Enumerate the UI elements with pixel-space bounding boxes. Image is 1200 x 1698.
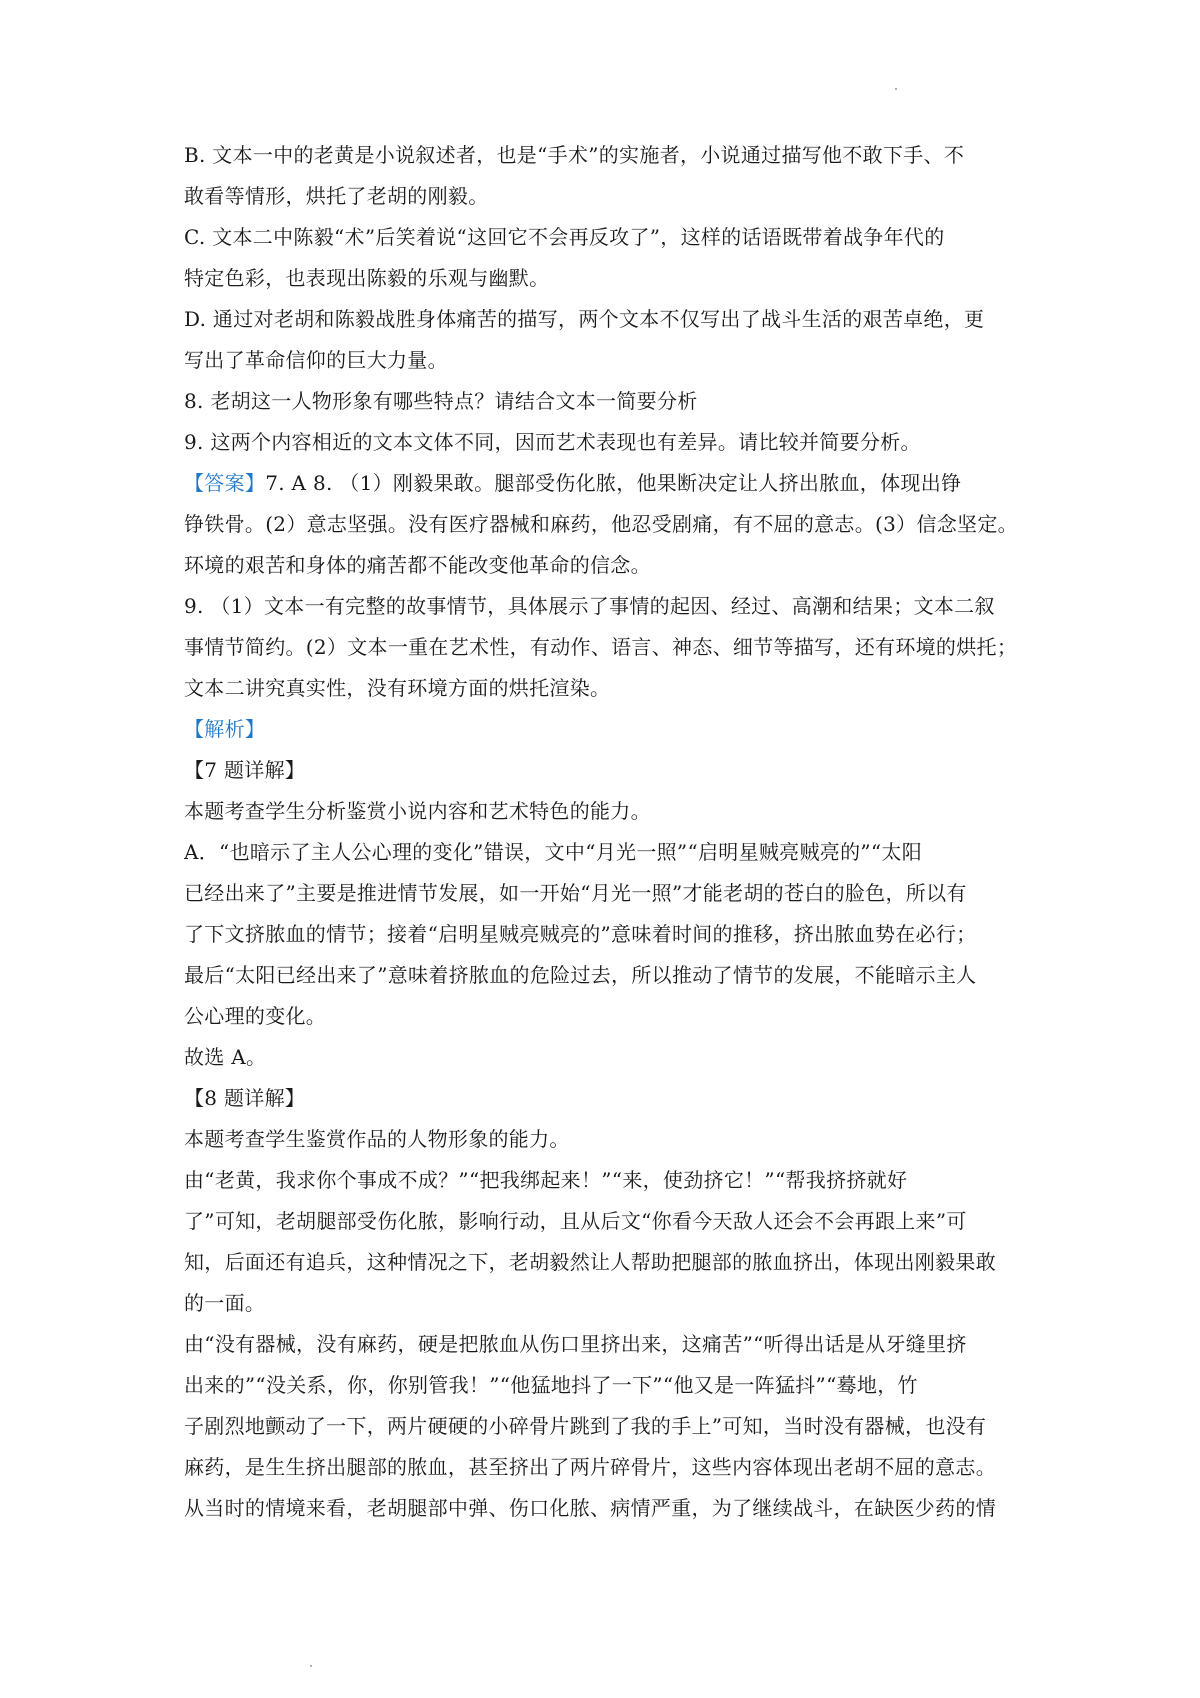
q8-para3-line-1: 从当时的情境来看，老胡腿部中弹、伤口化脓、病情严重，为了继续战斗，在缺医少药的情 xyxy=(184,1496,996,1520)
q7-analysis-line-3: 了下文挤脓血的情节；接着“启明星贼亮贼亮的”意味着时间的推移，挤出脓血势在必行； xyxy=(184,922,977,946)
q8-para1-line-4: 的一面。 xyxy=(184,1291,266,1315)
option-c-line-2: 特定色彩，也表现出陈毅的乐观与幽默。 xyxy=(184,266,550,290)
q8-para1-line-2: 了”可知，老胡腿部受伤化脓，影响行动，且从后文“你看今天敌人还会不会再跟上来”可 xyxy=(184,1209,967,1233)
question-8: 8. 老胡这一人物形象有哪些特点？请结合文本一简要分析 xyxy=(184,389,698,413)
option-d-line-2: 写出了革命信仰的巨大力量。 xyxy=(184,348,448,372)
q7-analysis-line-5: 公心理的变化。 xyxy=(184,1004,327,1028)
q8-para2-line-4: 麻药，是生生挤出腿部的脓血，甚至挤出了两片碎骨片，这些内容体现出老胡不屈的意志。 xyxy=(184,1455,996,1479)
q7-analysis-line-4: 最后“太阳已经出来了”意味着挤脓血的危险过去，所以推动了情节的发展，不能暗示主人 xyxy=(184,963,977,987)
option-b-line-1: B. 文本一中的老黄是小说叙述者，也是“手术”的实施者，小说通过描写他不敢下手、不 xyxy=(184,143,965,167)
q8-para2-line-3: 子剧烈地颤动了一下，两片硬硬的小碎骨片跳到了我的手上”可知，当时没有器械，也没有 xyxy=(184,1414,987,1438)
answer-9-line-1: 9. （1）文本一有完整的故事情节，具体展示了事情的起因、经过、高潮和结果；文本二叙 xyxy=(184,594,995,618)
q8-para1-line-3: 知，后面还有追兵，这种情况之下，老胡毅然让人帮助把腿部的脓血挤出，体现出刚毅果敢 xyxy=(184,1250,996,1274)
answer-text: 7. A 8. （1）刚毅果敢。腿部受伤化脓，他果断决定让人挤出脓血，体现出铮 xyxy=(265,471,962,495)
q7-intro: 本题考查学生分析鉴赏小说内容和艺术特色的能力。 xyxy=(184,799,651,823)
answer-line-3: 环境的艰苦和身体的痛苦都不能改变他革命的信念。 xyxy=(184,553,651,577)
q7-analysis-line-1: A．“也暗示了主人公心理的变化”错误，文中“月光一照”“启明星贼亮贼亮的”“太阳 xyxy=(184,840,923,864)
q8-intro: 本题考查学生鉴赏作品的人物形象的能力。 xyxy=(184,1127,570,1151)
q8-heading: 【8 题详解】 xyxy=(184,1086,306,1110)
answer-line-2: 铮铁骨。(2）意志坚强。没有医疗器械和麻药，他忍受剧痛，有不屈的意志。(3）信念坚定。 xyxy=(184,512,1018,536)
option-b-line-2: 敢看等情形，烘托了老胡的刚毅。 xyxy=(184,184,489,208)
analysis-tag: 【解析】 xyxy=(184,717,266,741)
q7-analysis-line-2: 已经出来了”主要是推进情节发展，如一开始“月光一照”才能老胡的苍白的脸色，所以有 xyxy=(184,881,967,905)
answer-9-line-3: 文本二讲究真实性，没有环境方面的烘托渲染。 xyxy=(184,676,611,700)
answer-line-1 xyxy=(184,463,1028,504)
option-c-line-1: C. 文本二中陈毅“术”后笑着说“这回它不会再反攻了”，这样的话语既带着战争年代的 xyxy=(184,225,945,249)
answer-tag: 【答案】 xyxy=(184,471,266,495)
q8-para2-line-1: 由“没有器械，没有麻药，硬是把脓血从伤口里挤出来，这痛苦”“听得出话是从牙缝里挤 xyxy=(184,1332,967,1356)
scan-speck xyxy=(310,1665,312,1667)
q8-para1-line-1: 由“老黄，我求你个事成不成？”“把我绑起来！”“来，使劲挤它！”“帮我挤挤就好 xyxy=(184,1168,908,1192)
option-d-line-1: D. 通过对老胡和陈毅战胜身体痛苦的描写，两个文本不仅写出了战斗生活的艰苦卓绝，更 xyxy=(184,307,985,331)
answer-9-line-2: 事情节简约。(2）文本一重在艺术性，有动作、语言、神态、细节等描写，还有环境的烘托； xyxy=(184,635,1018,659)
q7-heading: 【7 题详解】 xyxy=(184,758,306,782)
q8-para2-line-2: 出来的”“没关系，你，你别管我！”“他猛地抖了一下”“他又是一阵猛抖”“蓦地，竹 xyxy=(184,1373,918,1397)
scan-speck xyxy=(895,88,897,90)
question-9: 9. 这两个内容相近的文本文体不同，因而艺术表现也有差异。请比较并简要分析。 xyxy=(184,430,921,454)
q7-conclusion: 故选 A。 xyxy=(184,1045,267,1069)
